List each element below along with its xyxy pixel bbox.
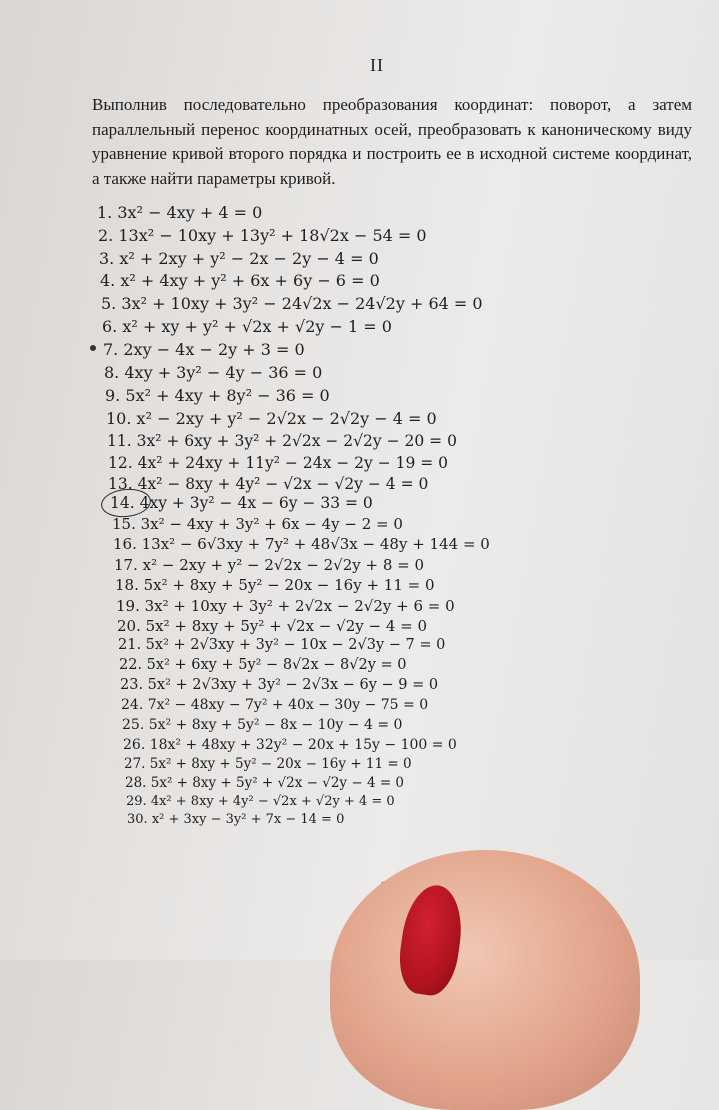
equation-number: 27. bbox=[124, 756, 146, 772]
equation-number: 13. bbox=[108, 475, 133, 493]
equation-text: 5x² + 6xy + 5y² − 8√2x − 8√2y = 0 bbox=[146, 657, 407, 673]
list-item bbox=[99, 249, 379, 268]
equation-number: 22. bbox=[119, 657, 143, 673]
list-item bbox=[103, 340, 305, 359]
equation-text: x² − 2xy + y² − 2√2x − 2√2y − 4 = 0 bbox=[136, 409, 437, 428]
equation-number: 19. bbox=[116, 597, 140, 615]
bullet-mark bbox=[90, 345, 96, 351]
equation-text: x² + xy + y² + √2x + √2y − 1 = 0 bbox=[122, 317, 392, 336]
equation-text: 4x² + 8xy + 4y² − √2x + √2y + 4 = 0 bbox=[150, 794, 395, 809]
equation-text: 4xy + 3y² − 4y − 36 = 0 bbox=[124, 363, 323, 382]
equation-number: 21. bbox=[118, 637, 142, 653]
equation-text: 3x² + 10xy + 3y² + 2√2x − 2√2y + 6 = 0 bbox=[144, 597, 455, 615]
list-item bbox=[125, 775, 404, 791]
equation-text: x² + 4xy + y² + 6x + 6y − 6 = 0 bbox=[120, 271, 380, 290]
task-instructions bbox=[92, 93, 692, 191]
list-item bbox=[108, 454, 448, 472]
equation-text: 3x² − 4xy + 3y² + 6x − 4y − 2 = 0 bbox=[140, 515, 403, 533]
equation-text: 7x² − 48xy − 7y² + 40x − 30y − 75 = 0 bbox=[147, 697, 429, 713]
finger bbox=[330, 850, 640, 1110]
equation-number: 28. bbox=[125, 775, 147, 791]
equation-text: 5x² + 4xy + 8y² − 36 = 0 bbox=[125, 386, 330, 405]
list-item bbox=[120, 677, 438, 693]
list-item bbox=[100, 271, 380, 290]
equation-text: 3x² − 4xy + 4 = 0 bbox=[117, 203, 263, 222]
equation-text: 3x² + 10xy + 3y² − 24√2x − 24√2y + 64 = 0 bbox=[121, 294, 483, 313]
list-item bbox=[112, 515, 403, 533]
equation-number: 10. bbox=[106, 409, 132, 428]
equation-number: 6. bbox=[102, 317, 118, 336]
equation-number: 30. bbox=[127, 812, 148, 827]
list-item bbox=[113, 535, 490, 553]
intro-text: Выполнив последовательно преобразования координат: поворот, а затем параллельный перенос координатных осей, преобразовать к каноническому виду уравнение кривой второго порядка и построить ее в исходной системе координат, а также найти параметры кривой. bbox=[92, 95, 692, 188]
equation-number: 5. bbox=[101, 294, 117, 313]
equation-number: 15. bbox=[112, 515, 136, 533]
equation-text: 2xy − 4x − 2y + 3 = 0 bbox=[123, 340, 305, 359]
equation-number: 12. bbox=[108, 454, 133, 472]
equation-number: 2. bbox=[98, 226, 114, 245]
list-item bbox=[97, 203, 262, 222]
equation-number: 4. bbox=[100, 271, 116, 290]
list-item bbox=[106, 409, 437, 428]
list-item bbox=[116, 597, 455, 615]
equation-text: 5x² + 8xy + 5y² + √2x − √2y − 4 = 0 bbox=[145, 617, 428, 635]
section-title: II bbox=[370, 55, 384, 75]
list-item bbox=[121, 697, 428, 713]
equation-text: 13x² − 10xy + 13y² + 18√2x − 54 = 0 bbox=[118, 226, 427, 245]
equation-number: 11. bbox=[107, 432, 132, 450]
list-item bbox=[107, 432, 457, 450]
equation-number: 20. bbox=[117, 617, 141, 635]
equation-text: 4xy + 3y² − 4x − 6y − 33 = 0 bbox=[139, 494, 373, 512]
equation-text: x² + 3xy − 3y² + 7x − 14 = 0 bbox=[151, 812, 345, 827]
equation-number: 24. bbox=[121, 697, 144, 713]
equation-number: 1. bbox=[97, 203, 113, 222]
equation-number: 29. bbox=[126, 794, 147, 809]
equation-number: 8. bbox=[104, 363, 120, 382]
list-item bbox=[127, 812, 344, 827]
list-item bbox=[102, 317, 392, 336]
equation-text: 13x² − 6√3xy + 7y² + 48√3x − 48y + 144 = 0 bbox=[141, 535, 490, 553]
equation-number: 9. bbox=[105, 386, 121, 405]
list-item bbox=[105, 386, 330, 405]
equation-number: 14. bbox=[110, 494, 135, 512]
equation-text: 18x² + 48xy + 32y² − 20x + 15y − 100 = 0 bbox=[149, 737, 457, 753]
equation-text: 4x² + 24xy + 11y² − 24x − 2y − 19 = 0 bbox=[137, 454, 449, 472]
list-item bbox=[122, 717, 402, 733]
equation-number: 23. bbox=[120, 677, 144, 693]
equation-text: 5x² + 8xy + 5y² − 20x − 16y + 11 = 0 bbox=[149, 756, 412, 772]
equation-text: 5x² + 8xy + 5y² − 20x − 16y + 11 = 0 bbox=[143, 576, 435, 594]
list-item bbox=[98, 226, 427, 245]
equation-number: 7. bbox=[103, 340, 119, 359]
equation-text: 5x² + 8xy + 5y² + √2x − √2y − 4 = 0 bbox=[150, 775, 405, 791]
list-item bbox=[115, 576, 435, 594]
equation-number: 18. bbox=[115, 576, 139, 594]
list-item bbox=[114, 556, 424, 574]
equation-text: x² − 2xy + y² − 2√2x − 2√2y + 8 = 0 bbox=[142, 556, 425, 574]
equation-number: 17. bbox=[114, 556, 138, 574]
list-item bbox=[104, 363, 322, 382]
list-item bbox=[117, 617, 427, 635]
list-item bbox=[123, 737, 457, 753]
equation-text: x² + 2xy + y² − 2x − 2y − 4 = 0 bbox=[119, 249, 379, 268]
equation-number: 16. bbox=[113, 535, 137, 553]
list-item bbox=[124, 756, 412, 772]
list-item bbox=[126, 794, 395, 809]
list-item bbox=[108, 475, 428, 493]
equation-text: 5x² + 2√3xy + 3y² − 2√3x − 6y − 9 = 0 bbox=[147, 677, 439, 693]
list-item bbox=[101, 294, 483, 313]
list-item bbox=[119, 657, 407, 673]
equation-text: 3x² + 6xy + 3y² + 2√2x − 2√2y − 20 = 0 bbox=[136, 432, 457, 450]
equation-text: 4x² − 8xy + 4y² − √2x − √2y − 4 = 0 bbox=[137, 475, 429, 493]
equation-number: 25. bbox=[122, 717, 145, 733]
equation-number: 26. bbox=[123, 737, 146, 753]
equation-text: 5x² + 2√3xy + 3y² − 10x − 2√3y − 7 = 0 bbox=[145, 637, 446, 653]
list-item bbox=[118, 637, 445, 653]
equation-number: 3. bbox=[99, 249, 115, 268]
equation-text: 5x² + 8xy + 5y² − 8x − 10y − 4 = 0 bbox=[148, 717, 403, 733]
